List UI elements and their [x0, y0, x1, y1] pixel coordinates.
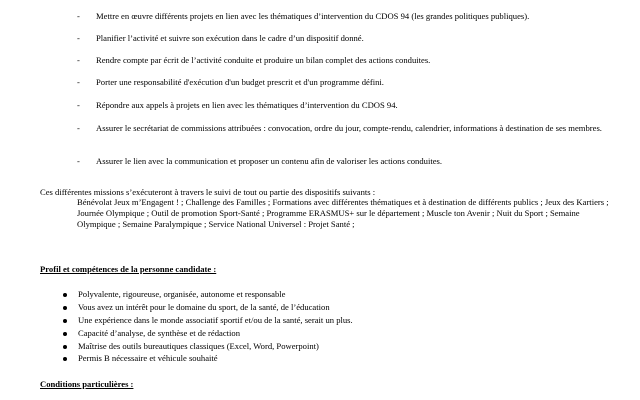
bullet-icon — [63, 293, 67, 297]
dash-marker: - — [77, 33, 80, 43]
mission-text: Planifier l’activité et suivre son exécution dans le cadre d’un dispositif donné. — [96, 33, 364, 43]
profile-item-text: Polyvalente, rigoureuse, organisée, autonome et responsable — [78, 289, 286, 299]
dash-marker: - — [77, 11, 80, 21]
missions-intro: Ces différentes missions s’exécuteront à travers le suivi de tout ou partie des dispositifs suivants : — [40, 187, 376, 197]
dash-marker: - — [77, 55, 80, 65]
bullet-icon — [63, 345, 67, 349]
bullet-icon — [63, 319, 67, 323]
programs-list: Bénévolat Jeux m’Engagent ! ; Challenge des Familles ; Formations avec différentes thématiques et à destination de différents publics ; Jeux des Kartiers ; Journée Olympique ; Outil de promotion Sport-Santé ; Programme ERASMUS+ sur le département ; Muscle ton Avenir ; Nuit du Sport ; Semaine Olympique ; Semaine Paralympique ; Service National Universel : Projet Santé ; — [77, 197, 609, 229]
mission-text: Assurer le lien avec la communication et proposer un contenu afin de valoriser les actions conduites. — [96, 156, 443, 166]
profile-item-text: Une expérience dans le monde associatif sportif et/ou de la santé, serait un plus. — [78, 315, 353, 325]
profile-item-text: Permis B nécessaire et véhicule souhaité — [78, 353, 218, 363]
bullet-icon — [63, 332, 67, 336]
dash-marker: - — [77, 100, 80, 110]
profile-item-text: Capacité d’analyse, de synthèse et de rédaction — [78, 328, 241, 338]
mission-text: Mettre en œuvre différents projets en lien avec les thématiques d’intervention du CDOS 94 (les grandes politiques publiques). — [96, 11, 530, 21]
mission-text: Rendre compte par écrit de l’activité conduite et produire un bilan complet des actions conduites. — [96, 55, 431, 65]
mission-text: Porter une responsabilité d'exécution d'un budget prescrit et d'un programme défini. — [96, 77, 384, 87]
profile-section-title: Profil et compétences de la personne candidate : — [40, 264, 217, 274]
dash-marker: - — [77, 156, 80, 166]
profile-item-text: Maîtrise des outils bureautiques classiques (Excel, Word, Powerpoint) — [78, 341, 319, 351]
dash-marker: - — [77, 77, 80, 87]
profile-item-text: Vous avez un intérêt pour le domaine du sport, de la santé, de l’éducation — [78, 302, 330, 312]
dash-marker: - — [77, 123, 80, 133]
bullet-icon — [63, 357, 67, 361]
mission-text: Assurer le secrétariat de commissions attribuées : convocation, ordre du jour, compte-rendu, calendrier, informations à destination de ses membres. — [96, 123, 602, 133]
conditions-section-title: Conditions particulières : — [40, 379, 134, 389]
mission-text: Répondre aux appels à projets en lien avec les thématiques d’intervention du CDOS 94. — [96, 100, 398, 110]
bullet-icon — [63, 306, 67, 310]
